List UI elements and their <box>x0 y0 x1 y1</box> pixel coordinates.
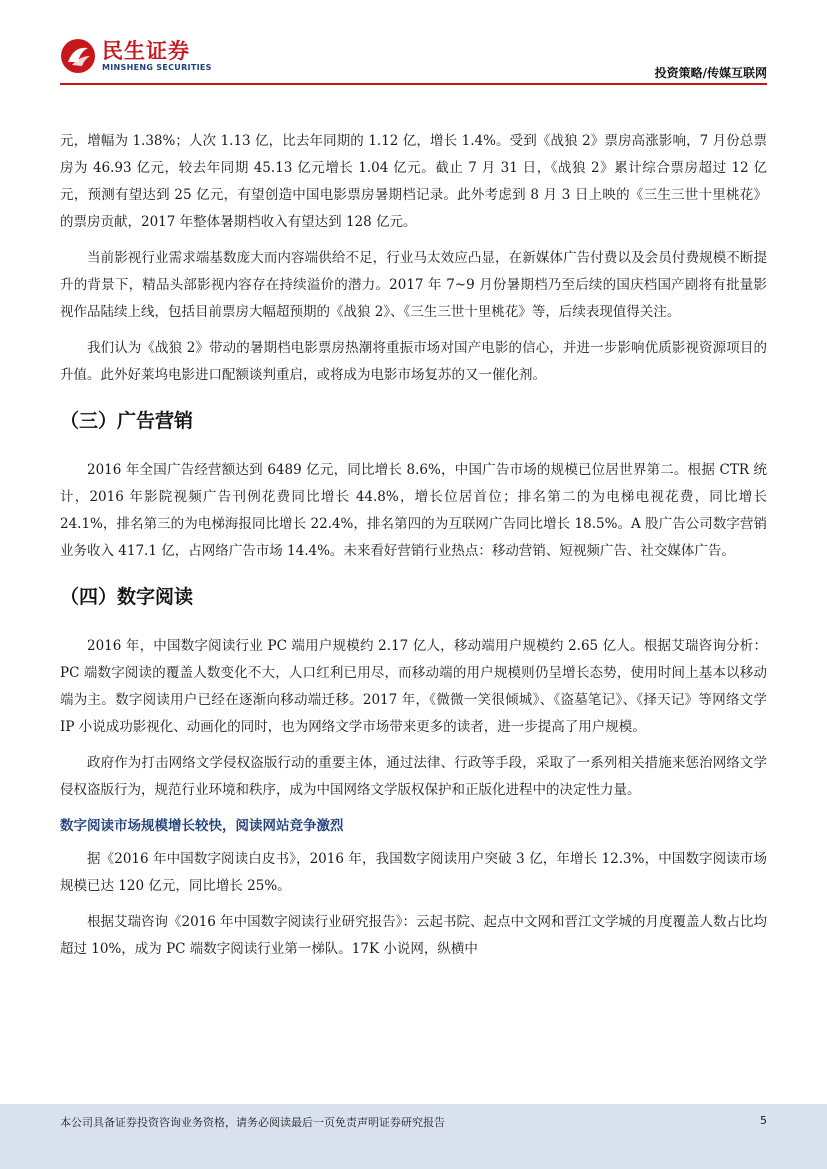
paragraph-copyright: 政府作为打击网络文学侵权盗版行动的重要主体，通过法律、行政等手段，采取了一系列相关措施来惩治网络文学侵权盗版行为，规范行业环境和秩序，成为中国网络文学版权保护和正版化进程中的决定性力量。 <box>60 755 767 798</box>
header-divider <box>60 83 767 85</box>
footer-disclaimer: 本公司具备证券投资咨询业务资格，请务必阅读最后一页免责声明证券研究报告 <box>60 1116 445 1129</box>
section-title-digital-reading: （四）数字阅读 <box>60 586 194 608</box>
paragraph-box-office: 元，增幅为 1.38%；人次 1.13 亿，比去年同期的 1.12 亿，增长 1.4%。受到《战狼 2》票房高涨影响，7 月份总票房为 46.93 亿元，较去年同期 45.13 亿元增长 1.04 亿元。截止 7 月 31 日，《战狼 2》累计综合票房超过 12 亿元，预测有望达到 25 亿元，有望创造中国电影票房暑期档记录。此外考虑到 8 月 3 日上映的《三生三世十里桃花》的票房贡献，2017 年整体暑期档收入有望达到 128 亿元。 <box>60 133 767 230</box>
logo-chinese-name: 民生证券 <box>102 39 190 63</box>
section-title-advertising: （三）广告营销 <box>60 410 194 432</box>
minsheng-logo-icon <box>60 38 96 74</box>
company-logo <box>60 38 212 74</box>
paragraph-digital-reading-users: 2016 年，中国数字阅读行业 PC 端用户规模约 2.17 亿人，移动端用户规模约 2.65 亿人。根据艾瑞咨询分析：PC 端数字阅读的覆盖人数变化不大，人口红利已用尽，而移动端的用户规模则仍呈增长态势，使用时间上基本以移动端为主。数字阅读用户已经在逐渐向移动端迁移。2017 年，《微微一笑很倾城》、《盗墓笔记》、《择天记》等网络文学 IP 小说成功影视化、动画化的同时，也为网络文学市场带来更多的读者，进一步提高了用户规模。 <box>60 638 767 735</box>
paragraph-film-industry: 当前影视行业需求端基数庞大而内容端供给不足，行业马太效应凸显，在新媒体广告付费以及会员付费规模不断提升的背景下，精品头部影视内容存在持续溢价的潜力。2017 年 7~9 月份暑期档乃至后续的国庆档国产剧将有批量影视作品陆续上线，包括目前票房大幅超预期的《战狼 2》、《三生三世十里桃花》等，后续表现值得关注。 <box>60 250 767 320</box>
paragraph-advertising: 2016 年全国广告经营额达到 6489 亿元，同比增长 8.6%，中国广告市场的规模已位居世界第二。根据 CTR 统计，2016 年影院视频广告刊例花费同比增长 44.8%，增长位居首位；排名第二的为电梯电视花费，同比增长 24.1%，排名第三的为电梯海报同比增长 22.4%，排名第四的为互联网广告同比增长 18.5%。A 股广告公司数字营销业务收入 417.1 亿，占网络广告市场 14.4%。未来看好营销行业热点：移动营销、短视频广告、社交媒体广告。 <box>60 462 767 559</box>
page-footer <box>0 1104 827 1169</box>
paragraph-whitepaper: 据《2016 年中国数字阅读白皮书》，2016 年，我国数字阅读用户突破 3 亿，年增长 12.3%，中国数字阅读市场规模已达 120 亿元，同比增长 25%。 <box>60 851 767 894</box>
paragraph-iresearch: 根据艾瑞咨询《2016 年中国数字阅读行业研究报告》：云起书院、起点中文网和晋江文学城的月度覆盖人数占比均超过 10%，成为 PC 端数字阅读行业第一梯队。17K 小说网，纵横中 <box>60 914 767 957</box>
report-category: 投资策略/传媒互联网 <box>654 66 767 80</box>
page-header <box>0 0 827 96</box>
page-content <box>60 128 767 972</box>
logo-english-name: MINSHENG SECURITIES <box>102 63 212 72</box>
paragraph-market-confidence: 我们认为《战狼 2》带动的暑期档电影票房热潮将重振市场对国产电影的信心，并进一步影响优质影视资源项目的升值。此外好莱坞电影进口配额谈判重启，或将成为电影市场复苏的又一催化剂。 <box>60 340 767 383</box>
subheading-market-growth: 数字阅读市场规模增长较快，阅读网站竞争激烈 <box>60 818 344 834</box>
page-number: 5 <box>760 1114 767 1127</box>
